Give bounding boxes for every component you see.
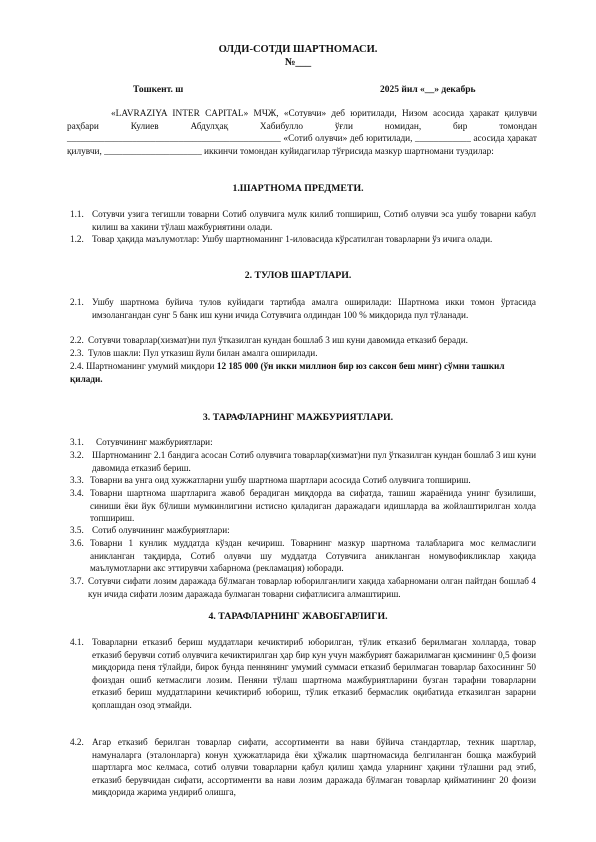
clause-number: 1.1. — [70, 209, 84, 219]
document-title: ОЛДИ-СОТДИ ШАРТНОМАСИ. — [218, 44, 378, 55]
contract-total-amount: 12 185 000 (ўн икки миллион бир юз саксон беш минг) сўмни ташкил қилади. — [70, 361, 505, 384]
clause-number: 1.2. — [70, 234, 84, 244]
clause-text: Товар ҳақида маълумотлар: Ушбу шартноманинг 1-иловасида кўрсатилган товарларни ўз ичига олади. — [92, 234, 493, 244]
clause-number: 3.3. — [70, 475, 84, 485]
clause-text: Шартноманинг умумий миқдори — [86, 361, 217, 371]
clause-number: 4.1. — [70, 637, 84, 647]
clause-4-2 — [70, 736, 536, 799]
section-2-title: 2. ТУЛОВ ШАРТЛАРИ. — [244, 270, 352, 281]
clause-2-2 — [70, 334, 536, 347]
clause-3-7 — [70, 575, 536, 600]
clause-text: Сотиб олувчининг мажбуриятлари: — [92, 525, 230, 535]
clause-3-4 — [70, 487, 536, 525]
clause-text: Шартноманинг 2.1 бандига асосан Сотиб олувчига товарлар(хизмат)ни пул ўтказилган кундан бошлаб 3 иш куни давомида етказиб бериш. — [92, 450, 536, 473]
clause-2-4 — [70, 360, 536, 385]
clause-text: Агар етказиб берилган товарлар сифати, ассортименти ва нави бўйича стандартлар, техник шартлар, намуналарга (эталонларга) конун ҳужжатларида ёки ҳўжалик шартномасида белгиланган бошқа мажбурий шартларга мос келмаса, сотиб олувчи товарларни қабул қилиш ҳамда уларнинг ҳақини тўлашни рад этиб, етказиб берувчидан сифати, ассортименти ва нави лозим даражада бўлмаган товарлар қийматининг 20 фоизи миқдорида жарима ундириб олишга, — [92, 737, 536, 797]
clause-number: 3.1. — [70, 437, 84, 447]
clause-number: 3.5. — [70, 525, 84, 535]
clause-3-3 — [70, 474, 536, 487]
clause-text: Товарларни етказиб бериш муддатлари кечиктириб юборилган, тўлик етказиб берилмаган холларда, товар етказиб берувчи сотиб олувчига кечиктирилган ҳар бир кун учун мажбурият бажарилмаган қисмининг 0,5 фоизи миқдорида пеня тўлайди, бирок бунда пеннянинг умумий суммаси етказиб берилмаган товарлар бахосининг 50 фоиздан ошиб кетмаслиги лозим. Пеняни тўлаш шартнома мажбуриятларини бузган тарафни товарларни етказиб бериш муддатларини кечиктириб юбориш, тўлик етказиб бермаслик оқибатида етказилган зарарни қоплашдан озод этмайди. — [92, 637, 536, 710]
clause-number: 3.4. — [70, 488, 84, 498]
clause-text: Сотувчи сифати лозим даражада бўлмаган товарлар юборилганлиги хақида хабарномани олган пайтдан бошлаб 4 кун ичида сифати лозим даражада булмаган товарни сифатлисига алмаштириш. — [88, 576, 536, 599]
clause-1-2 — [70, 233, 536, 246]
clause-number: 3.2. — [70, 450, 84, 460]
clause-text: Товарни 1 кунлик муддатда кўздан кечириш. Товарнинг мазкур шартнома талабларига мос келмаслиги аникланган тақдирда, Сотиб олувчи шу муддатда Сотувчига аникланган номувофикликлар хақида маълумотларни акс эттирувчи хабарнома (рекламация) юборади. — [90, 538, 536, 573]
clause-3-5 — [70, 524, 536, 537]
clause-number: 4.2. — [70, 737, 84, 747]
clause-4-1 — [70, 636, 536, 711]
clause-3-1 — [70, 436, 536, 449]
clause-1-1 — [70, 208, 536, 233]
clause-number: 2.4. — [70, 361, 84, 371]
clause-text: Товарни шартнома шартларига жавоб берадиган миқдорда ва сифатда, ташиш жараёнида унинг бузилиши, синиши ёки йук бўлиши мумкинлигини истисно қиладиган даражадаги идишларда ва жойлаштирилган холда топшириш. — [90, 488, 536, 523]
clause-number: 2.2. — [70, 335, 84, 345]
clause-text: Сотувчининг мажбуриятлари: — [96, 437, 213, 447]
section-1-title: 1.ШАРТНОМА ПРЕДМЕТИ. — [232, 183, 364, 194]
clause-text: Сотувчи товарлар(хизмат)ни пул ўтказилган кундан бошлаб 3 иш куни давомида етказиб беради. — [88, 335, 468, 345]
contract-date: 2025 йил «__» декабрь — [380, 85, 476, 95]
clause-number: 3.6. — [70, 538, 84, 548]
clause-text: Ушбу шартнома буйича тулов куйидаги тартибда амалга оширилади: Шартнома икки томон ўртасида имзолангандан сунг 5 банк иш куни ичида Сотувчига олдиндан 100 % микдорида пул тўланади. — [92, 297, 536, 320]
section-3-title: 3. ТАРАФЛАРНИНГ МАЖБУРИЯТЛАРИ. — [202, 412, 394, 423]
clause-number: 2.3. — [70, 348, 84, 358]
document-number: №___ — [284, 57, 312, 68]
contract-place: Тошкент. ш — [133, 85, 184, 95]
section-4-title: 4. ТАРАФЛАРНИНГ ЖАВОБГАРЛИГИ. — [208, 611, 388, 622]
clause-2-1 — [70, 296, 536, 321]
clause-text: Товарни ва унга оид хужжатларни ушбу шартнома шартлари асосида Сотиб олувчига топшириш. — [90, 475, 471, 485]
clause-3-2 — [70, 449, 536, 474]
clause-number: 3.7. — [70, 576, 84, 586]
intro-paragraph: «LAVRAZIYA INTER CAPITAL» МЧЖ, «Сотувчи» деб юритилади, Низом асосида ҳаракат қилувчи раҳбари Кулиев Абдулҳақ Хабибулло ўғли номидан, бир томондан ______________________________________________ «Сотиб олувчи» деб юритилади, ____________ асосида ҳаракат қилувчи, _____________________ иккинчи томондан куйидагилар тўғрисида мазкур шартномани туздилар: — [67, 109, 537, 157]
clause-number: 2.1. — [70, 297, 84, 307]
clause-text: Тулов шакли: Пул утказиш йули билан амалга оширилади. — [88, 348, 318, 358]
clause-2-3 — [70, 347, 536, 360]
clause-text: Сотувчи узига тегишли товарни Сотиб олувчига мулк килиб топшириш, Сотиб олувчи эса ушбу товарни кабул килиш ва хакини тўлаш мажбуриятини олади. — [92, 209, 536, 232]
clause-3-6 — [70, 537, 536, 575]
